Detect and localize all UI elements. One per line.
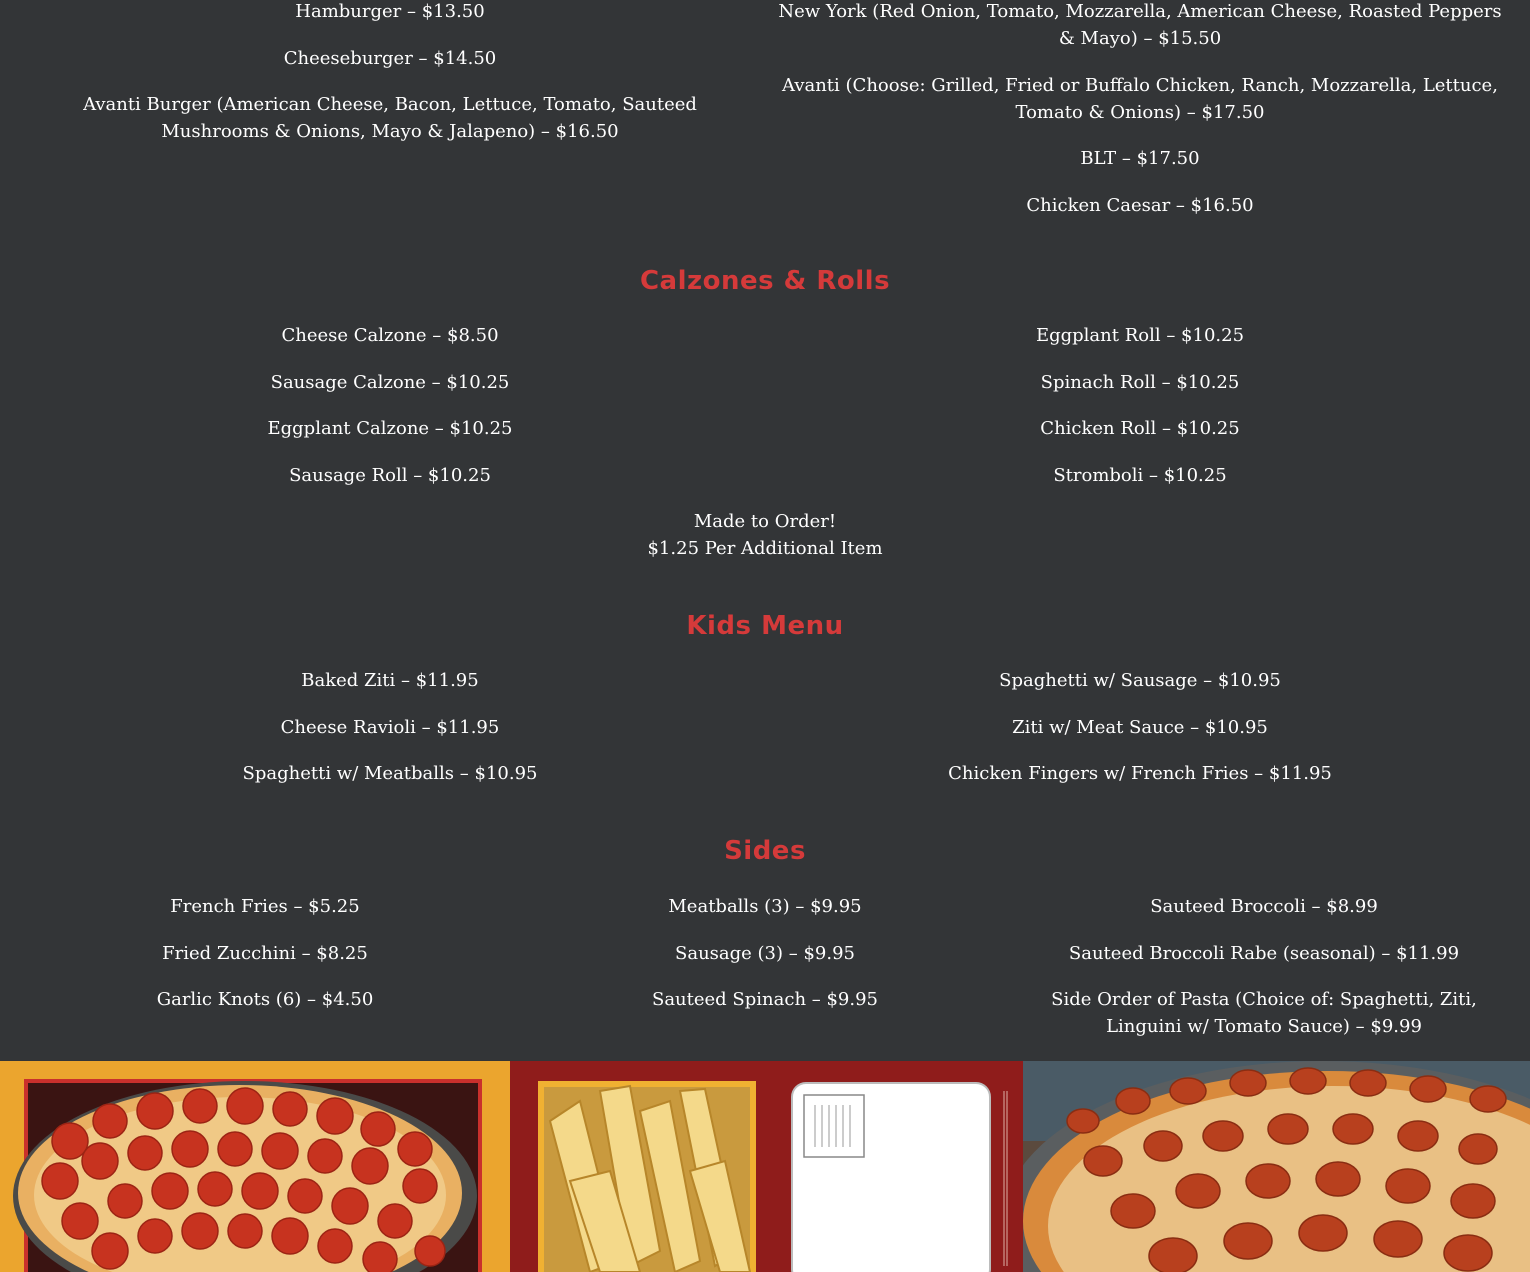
menu-item: Avanti (Choose: Grilled, Fried or Buffalo Chicken, Ranch, Mozzarella, Lettuce, Tomato & Onions) – $17.50: [782, 74, 1498, 123]
pepperoni-pizza-image: [0, 1061, 510, 1272]
menu-item: Sausage Calzone – $10.25: [270, 371, 510, 393]
sides-column-3: [1026, 893, 1502, 1060]
menu-item: Hamburger – $13.50: [295, 1, 485, 22]
pepperoni-pizza-photo: [0, 1061, 510, 1272]
menu-item: Chicken Fingers w/ French Fries – $11.95: [948, 763, 1332, 784]
pizza-closeup-photo: [1023, 1061, 1530, 1272]
menu-item: French Fries – $5.25: [170, 896, 360, 917]
french-fries-image: [510, 1061, 1023, 1272]
menu-item: Baked Ziti – $11.95: [301, 670, 479, 691]
menu-item: New York (Red Onion, Tomato, Mozzarella, American Cheese, Roasted Peppers & Mayo) – $15.50: [778, 1, 1502, 49]
section-heading-calzones: Calzones & Rolls: [639, 266, 891, 296]
pizza-closeup-image: [1023, 1061, 1530, 1272]
menu-item: Sauteed Broccoli Rabe (seasonal) – $11.99: [1068, 942, 1460, 964]
kids-right-column: [775, 667, 1505, 807]
menu-item: Garlic Knots (6) – $4.50: [156, 989, 374, 1010]
section-heading-kids: Kids Menu: [686, 611, 844, 641]
menu-item: Meatballs (3) – $9.95: [668, 896, 862, 917]
menu-item: Cheese Calzone – $8.50: [281, 325, 499, 346]
sandwiches-column: [775, 0, 1505, 238]
kids-left-column: [55, 667, 725, 807]
calzones-left-column: [55, 322, 725, 508]
menu-item: Cheese Ravioli – $11.95: [280, 716, 500, 738]
menu-item: Sauteed Broccoli – $8.99: [1150, 896, 1378, 917]
menu-item: Side Order of Pasta (Choice of: Spaghetti, Ziti, Linguini w/ Tomato Sauce) – $9.99: [1051, 989, 1477, 1037]
menu-item: Ziti w/ Meat Sauce – $10.95: [1012, 716, 1268, 738]
calzones-right-column: [775, 322, 1505, 508]
section-heading-sides: Sides: [724, 836, 806, 866]
menu-item: Chicken Caesar – $16.50: [1026, 194, 1254, 216]
french-fries-photo: [510, 1061, 1023, 1272]
menu-item: Sauteed Spinach – $9.95: [651, 989, 879, 1010]
menu-item: Sausage (3) – $9.95: [675, 942, 855, 964]
menu-item: Avanti Burger (American Cheese, Bacon, Lettuce, Tomato, Sauteed Mushrooms & Onions, Mayo & Jalapeno) – $16.50: [83, 94, 697, 142]
menu-item: Spaghetti w/ Meatballs – $10.95: [242, 763, 538, 784]
calzone-note: [0, 508, 1530, 562]
menu-item: BLT – $17.50: [1080, 148, 1200, 169]
note-line: Made to Order!: [693, 511, 837, 532]
sides-column-1: [30, 893, 500, 1033]
menu-item: Stromboli – $10.25: [1053, 464, 1227, 486]
menu-item: Spaghetti w/ Sausage – $10.95: [999, 670, 1281, 691]
sides-column-2: [530, 893, 1000, 1033]
menu-item: Chicken Roll – $10.25: [1040, 418, 1240, 439]
menu-item: Spinach Roll – $10.25: [1040, 371, 1240, 393]
menu-item: Eggplant Calzone – $10.25: [267, 418, 513, 439]
menu-item: Sausage Roll – $10.25: [289, 464, 491, 486]
burgers-column: [55, 0, 725, 165]
menu-item: Cheeseburger – $14.50: [283, 47, 497, 69]
photo-strip: [0, 1061, 1530, 1272]
menu-item: Fried Zucchini – $8.25: [162, 942, 368, 964]
note-line: $1.25 Per Additional Item: [647, 538, 883, 559]
menu-item: Eggplant Roll – $10.25: [1035, 325, 1245, 346]
